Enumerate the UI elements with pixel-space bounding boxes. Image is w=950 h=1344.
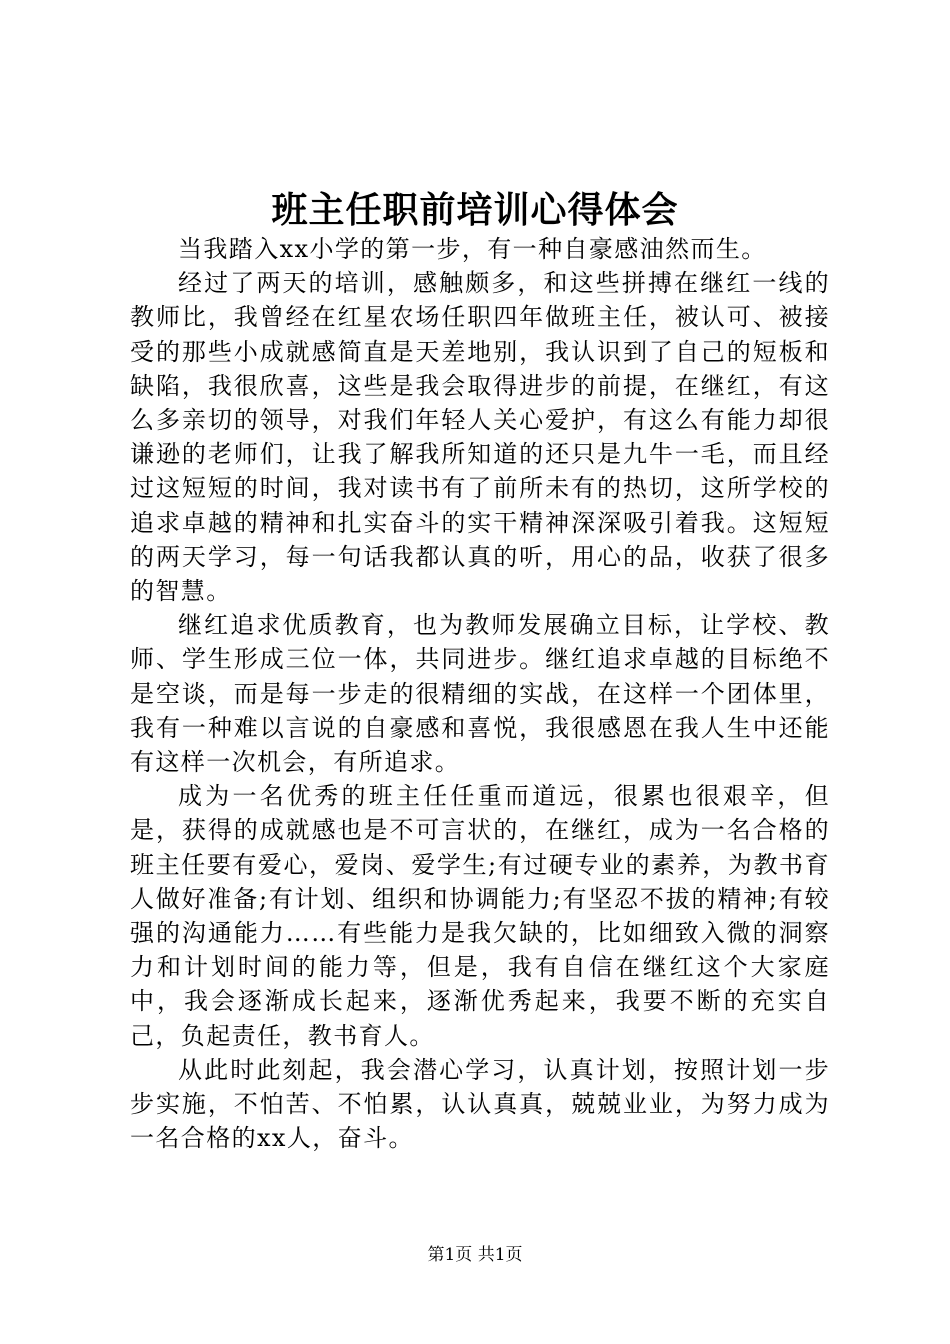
paragraph-5: 从此时此刻起，我会潜心学习，认真计划，按照计划一步步实施，不怕苦、不怕累，认认真真，兢兢业业，为努力成为一名合格的xx人，奋斗。 <box>130 1055 830 1153</box>
page-footer: 第1页 共1页 <box>427 1245 523 1265</box>
paragraph-4: 成为一名优秀的班主任任重而道远，很累也很艰辛，但是，获得的成就感也是不可言状的，在继红，成为一名合格的班主任要有爱心，爱岗、爱学生;有过硬专业的素养，为教书育人做好准备;有计划、组织和协调能力;有坚忍不拔的精神;有较强的沟通能力……有些能力是我欠缺的，比如细致入微的洞察力和计划时间的能力等，但是，我有自信在继红这个大家庭中，我会逐渐成长起来，逐渐优秀起来，我要不断的充实自己，负起责任，教书育人。 <box>130 782 830 1050</box>
paragraph-1: 当我踏入xx小学的第一步，有一种自豪感油然而生。 <box>178 235 767 263</box>
paragraph-2: 经过了两天的培训，感触颇多，和这些拼搏在继红一线的教师比，我曾经在红星农场任职四年做班主任，被认可、被接受的那些小成就感简直是天差地别，我认识到了自己的短板和缺陷，我很欣喜，这些是我会取得进步的前提，在继红，有这么多亲切的领导，对我们年轻人关心爱护，有这么有能力却很谦逊的老师们，让我了解我所知道的还只是九牛一毛，而且经过这短短的时间，我对读书有了前所未有的热切，这所学校的追求卓越的精神和扎实奋斗的实干精神深深吸引着我。这短短的两天学习，每一句话我都认真的听，用心的品，收获了很多的智慧。 <box>130 269 830 606</box>
document-body <box>130 232 830 1155</box>
document-title: 班主任职前培训心得体会 <box>271 189 679 231</box>
paragraph-3: 继红追求优质教育，也为教师发展确立目标，让学校、教师、学生形成三位一体，共同进步。继红追求卓越的目标绝不是空谈，而是每一步走的很精细的实战，在这样一个团体里，我有一种难以言说的自豪感和喜悦，我很感恩在我人生中还能有这样一次机会，有所追求。 <box>130 611 830 777</box>
